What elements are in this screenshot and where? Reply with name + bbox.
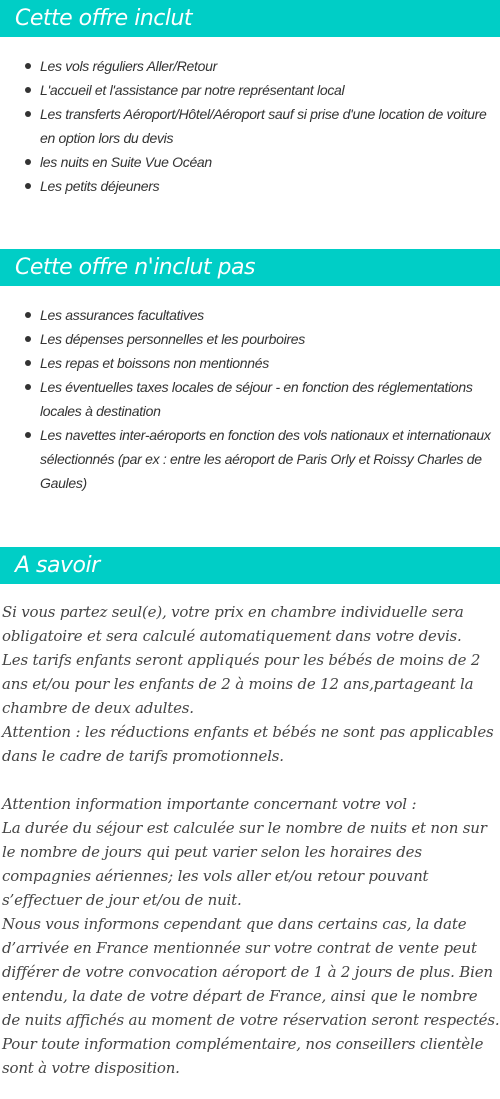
list-item-text: L'accueil et l'assistance par notre représentant local (40, 82, 345, 98)
info-paragraph: Les tarifs enfants seront appliqués pour les bébés de moins de 2 ans et/ou pour les enfants de 2 à moins de 12 ans,partageant la chambre de deux adultes. (2, 651, 481, 717)
list-item (0, 54, 500, 78)
list-item-text: Les vols réguliers Aller/Retour (40, 58, 217, 74)
info-paragraph: Attention information importante concernant votre vol : (2, 795, 417, 813)
bullet-icon (25, 63, 31, 69)
bullet-icon (25, 183, 31, 189)
bullet-icon (25, 159, 31, 165)
excludes-list (0, 286, 500, 495)
list-item-text: Les éventuelles taxes locales de séjour - en fonction des réglementations locales à destination (40, 379, 473, 419)
info-paragraph: Nous vous informons cependant que dans certains cas, la date d’arrivée en France mentionnée sur votre contrat de vente peut différer de votre convocation aéroport de 1 à 2 jours de plus. Bien entendu, la date de votre départ de France, ainsi que le nombre de nuits affichés au moment de votre réservation seront respectés. (2, 915, 500, 1029)
list-item (0, 351, 500, 375)
list-item-text: Les repas et boissons non mentionnés (40, 355, 269, 371)
list-item (0, 78, 500, 102)
list-item (0, 375, 500, 423)
list-item (0, 327, 500, 351)
bullet-icon (25, 111, 31, 117)
list-item (0, 303, 500, 327)
section-spacer (0, 198, 500, 249)
list-item-text: Les transferts Aéroport/Hôtel/Aéroport sauf si prise d'une location de voiture en option lors du devis (40, 106, 487, 146)
includes-section-title: Cette offre inclut (0, 0, 500, 37)
list-item (0, 150, 500, 174)
list-item-text: les nuits en Suite Vue Océan (40, 154, 212, 170)
list-item-text: Les petits déjeuners (40, 178, 160, 194)
bullet-icon (25, 360, 31, 366)
includes-list (0, 37, 500, 198)
list-item-text: Les dépenses personnelles et les pourboires (40, 331, 305, 347)
list-item (0, 102, 500, 150)
list-item (0, 423, 500, 495)
bullet-icon (25, 87, 31, 93)
excludes-section-title: Cette offre n'inclut pas (0, 249, 500, 286)
info-paragraph: Attention : les réductions enfants et bébés ne sont pas applicables dans le cadre de tarifs promotionnels. (2, 723, 494, 765)
info-paragraph: Pour toute information complémentaire, nos conseillers clientèle sont à votre disposition. (2, 1035, 484, 1077)
bullet-icon (25, 384, 31, 390)
list-item-text: Les assurances facultatives (40, 307, 204, 323)
info-text-block (0, 584, 500, 1080)
list-item (0, 174, 500, 198)
info-paragraph: Si vous partez seul(e), votre prix en chambre individuelle sera obligatoire et sera calculé automatiquement dans votre devis. (2, 603, 464, 645)
bullet-icon (25, 336, 31, 342)
section-spacer (0, 495, 500, 547)
info-paragraph: La durée du séjour est calculée sur le nombre de nuits et non sur le nombre de jours qui peut varier selon les horaires des compagnies aériennes; les vols aller et/ou retour pouvant s’effectuer de jour et/ou de nuit. (2, 819, 487, 909)
info-section-title: A savoir (0, 547, 500, 584)
list-item-text: Les navettes inter-aéroports en fonction des vols nationaux et internationaux sélectionnés (par ex : entre les aéroport de Paris Orly et Roissy Charles de Gaules) (40, 427, 491, 491)
bullet-icon (25, 432, 31, 438)
bullet-icon (25, 312, 31, 318)
paragraph-spacer (2, 768, 500, 792)
